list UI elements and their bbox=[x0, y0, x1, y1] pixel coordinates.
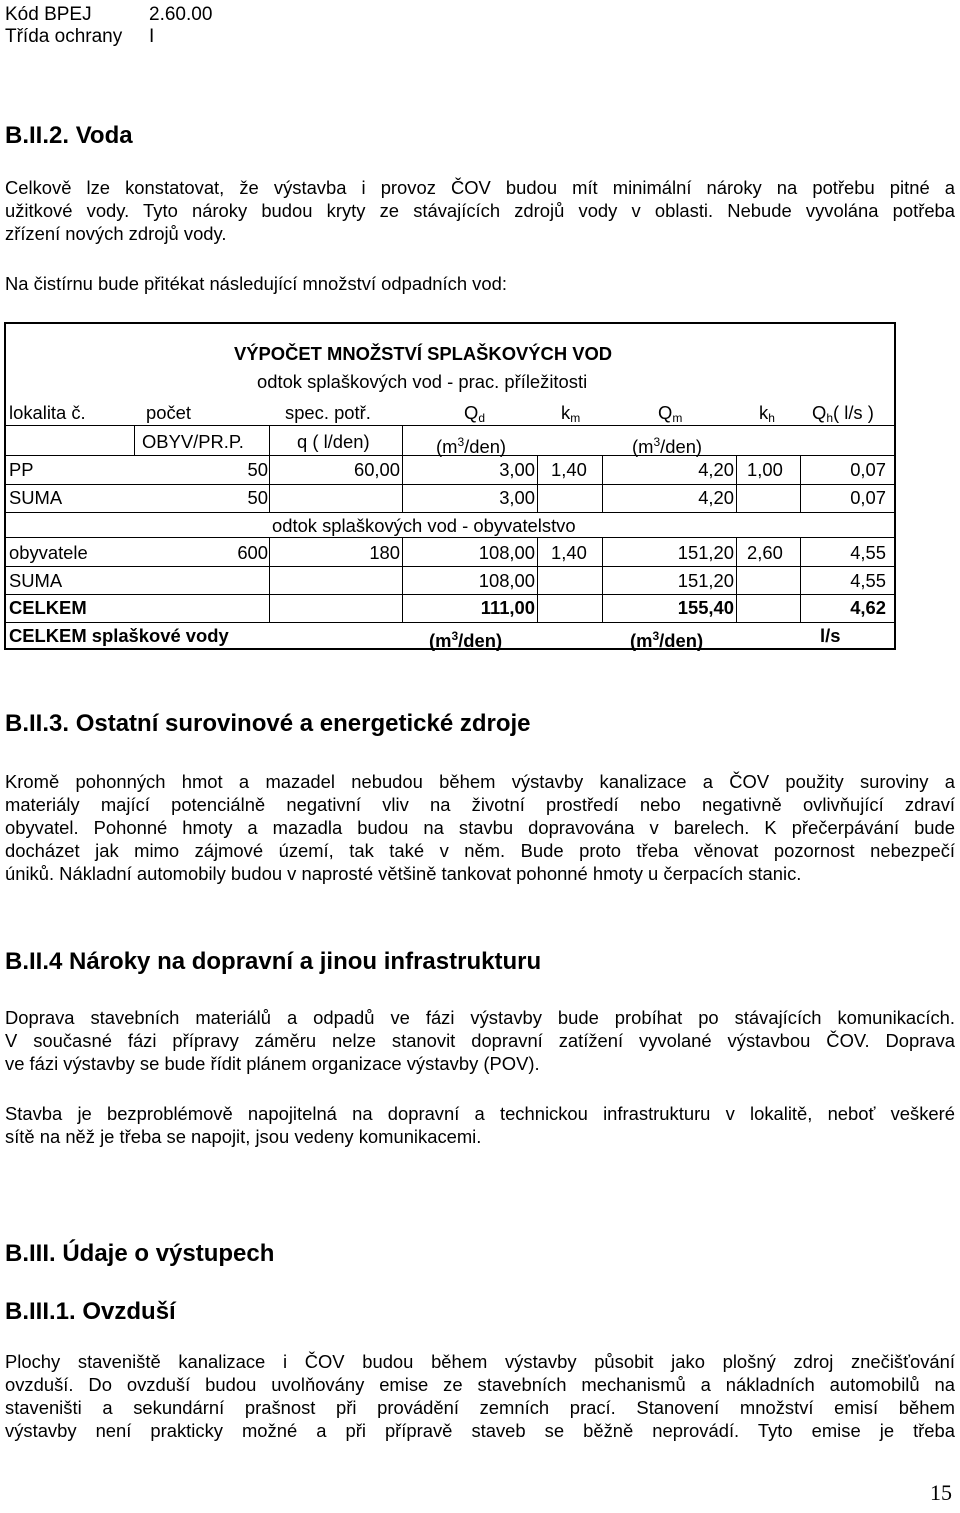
cell-qm: 4,20 bbox=[698, 487, 734, 508]
text-line: sítě na něž je třeba se napojit, jsou vedeny komunikacemi. bbox=[5, 1126, 482, 1147]
col-header-qm-unit: $(m^3/den)$ bbox=[632, 435, 703, 457]
text-line: Kromě pohonných hmot a mazadel nebudou během výstavby kanalizace a ČOV použity suroviny a bbox=[5, 771, 955, 792]
cell-kh: 1,00 bbox=[747, 459, 783, 480]
cell-count: 600 bbox=[237, 542, 268, 563]
col-header-pocet: počet bbox=[146, 402, 191, 423]
table-rule bbox=[4, 512, 896, 513]
table-rule bbox=[402, 537, 403, 622]
text-line: zřízení nových zdrojů vody. bbox=[5, 223, 227, 244]
text-line: Doprava stavebních materiálů a odpadů ve fázi výstavby bude probíhat po stávajících komunikacích. bbox=[5, 1007, 955, 1028]
col-header-qd: $Q_d$ bbox=[464, 402, 485, 425]
text-line: obyvatel. Pohonné hmoty a mazadla budou na stavbu dopravována v barelech. K přečerpávání bude bbox=[5, 817, 955, 838]
section-water-paragraph bbox=[5, 176, 955, 245]
cell-name: CELKEM splaškové vody bbox=[9, 625, 229, 646]
cell-kh: 2,60 bbox=[747, 542, 783, 563]
text-line: materiály mající potenciálně negativní vliv na životní prostředí nebo negativně ovlivňující zdraví bbox=[5, 794, 955, 815]
table-rule bbox=[4, 537, 896, 538]
table-rule bbox=[4, 622, 896, 623]
cell-qd: 3,00 bbox=[499, 487, 535, 508]
section-transport-title: B.II.4 Nároky na dopravní a jinou infrastrukturu bbox=[5, 948, 542, 975]
header-class-label: Třída ochrany bbox=[5, 26, 123, 47]
cell-qh: 0,07 bbox=[850, 459, 886, 480]
table-rule bbox=[269, 425, 270, 512]
col-header-spec: spec. potř. bbox=[285, 402, 371, 423]
table-rule bbox=[537, 537, 538, 622]
col-header-qh: $Q_h$( l/s ) bbox=[812, 402, 874, 425]
cell-unit-qh: l/s bbox=[820, 625, 841, 646]
cell-qm: 151,20 bbox=[677, 570, 734, 591]
text-line: ovzduší. Do ovzduší budou uvolňovány emise ze stavebních mechanismů a nákladních automobilů na bbox=[5, 1374, 955, 1395]
cell-unit-qm: $(m^3/den)$ bbox=[630, 629, 704, 651]
cell-qh: 4,62 bbox=[850, 597, 886, 618]
table-rule bbox=[134, 425, 135, 455]
col-header-q-unit: q ( l/den) bbox=[297, 431, 370, 452]
cell-name: PP bbox=[9, 459, 34, 480]
text-line: staveništi a sekundární prašnost při provádění zemních prací. Stanovení množství emisí během bbox=[5, 1397, 955, 1418]
table-rule bbox=[602, 455, 603, 512]
text-line: ve fázi výstavby se bude řídit plánem organizace výstavby (POV). bbox=[5, 1053, 540, 1074]
cell-count: 50 bbox=[247, 459, 268, 480]
cell-km: 1,40 bbox=[551, 542, 587, 563]
table-rule bbox=[800, 455, 801, 512]
section-resources-title: B.II.3. Ostatní surovinové a energetické zdroje bbox=[5, 710, 531, 737]
table-rule bbox=[537, 455, 538, 512]
cell-qm: 4,20 bbox=[698, 459, 734, 480]
cell-qd: 111,00 bbox=[480, 597, 535, 618]
cell-km: 1,40 bbox=[551, 459, 587, 480]
cell-qd: 3,00 bbox=[499, 459, 535, 480]
cell-spec: 180 bbox=[369, 542, 400, 563]
header-class-value: I bbox=[149, 26, 155, 47]
section-water-intro bbox=[5, 272, 955, 295]
section-resources-paragraph bbox=[5, 770, 955, 885]
section-transport-paragraph-2 bbox=[5, 1102, 955, 1148]
text-line: výstavby není prakticky možné a při přípravě staveb se běžně neprovádí. Tyto emise je třeba bbox=[5, 1420, 955, 1441]
section-air-paragraph bbox=[5, 1350, 955, 1442]
table-rule bbox=[402, 425, 403, 512]
page-number: 15 bbox=[930, 1480, 952, 1505]
text-line: V současné fázi přípravy záměru nelze stanovit dopravní zatížení vyvolané výstavbou ČOV. Doprava bbox=[5, 1030, 955, 1051]
header-code-row bbox=[5, 4, 213, 26]
text-line: Na čistírnu bude přitékat následující množství odpadních vod: bbox=[5, 273, 507, 294]
col-header-km: $k_m$ bbox=[561, 402, 581, 425]
cell-unit-qd: $(m^3/den)$ bbox=[429, 629, 503, 651]
cell-qh: 4,55 bbox=[850, 570, 886, 591]
table-rule bbox=[736, 455, 737, 512]
cell-qh: 0,07 bbox=[850, 487, 886, 508]
table-subtitle-work: odtok splaškových vod - prac. příležitosti bbox=[257, 371, 588, 392]
cell-name: SUMA bbox=[9, 487, 63, 508]
cell-qh: 4,55 bbox=[850, 542, 886, 563]
cell-qm: 151,20 bbox=[677, 542, 734, 563]
text-line: Stavba je bezproblémově napojitelná na dopravní a technickou infrastrukturu v lokalitě, neboť veškeré bbox=[5, 1103, 955, 1124]
cell-qm: 155,40 bbox=[677, 597, 734, 618]
cell-spec: 60,00 bbox=[353, 459, 400, 480]
col-header-kh: $k_h$ bbox=[759, 402, 775, 425]
header-class-row bbox=[5, 26, 155, 48]
section-outputs-title: B.III. Údaje o výstupech bbox=[5, 1240, 275, 1267]
text-line: Plochy staveniště kanalizace i ČOV budou během výstavby působit jako plošný zdroj znečišťování bbox=[5, 1351, 955, 1372]
cell-name: SUMA bbox=[9, 570, 63, 591]
table-rule bbox=[602, 537, 603, 622]
text-line: Celkově lze konstatovat, že výstavba i provoz ČOV budou mít minimální nároky na potřebu pitné a bbox=[5, 177, 955, 198]
cell-count: 50 bbox=[247, 487, 268, 508]
text-line: úniků. Nákladní automobily budou v naprosté většině tankovat pohonné hmoty u čerpacích stanic. bbox=[5, 863, 802, 884]
text-line: docházet jak mimo zájmové území, tak také v něm. Bude proto třeba věnovat pozornost nebezpečí bbox=[5, 840, 955, 861]
table-rule bbox=[4, 566, 896, 567]
cell-qd: 108,00 bbox=[478, 542, 535, 563]
col-header-obyv: OBYV/PR.P. bbox=[142, 431, 244, 452]
header-code-value: 2.60.00 bbox=[149, 4, 213, 25]
table-rule bbox=[800, 537, 801, 622]
sewage-volume-table bbox=[4, 322, 896, 650]
table-rule bbox=[4, 484, 896, 485]
table-title: VÝPOČET MNOŽSTVÍ SPLAŠKOVÝCH VOD bbox=[234, 343, 613, 364]
col-header-qm: $Q_m$ bbox=[658, 402, 683, 425]
text-line: užitkové vody. Tyto nároky budou kryty ze stávajících zdrojů vody v oblasti. Nebude vyvolána potřeba bbox=[5, 200, 955, 221]
col-header-lokalita: lokalita č. bbox=[9, 402, 86, 423]
header-code-label: Kód BPEJ bbox=[5, 4, 92, 25]
cell-name: CELKEM bbox=[9, 597, 87, 618]
table-subtitle-population: odtok splaškových vod - obyvatelstvo bbox=[272, 515, 576, 536]
section-water-title: B.II.2. Voda bbox=[5, 122, 133, 149]
cell-qd: 108,00 bbox=[478, 570, 535, 591]
cell-name: obyvatele bbox=[9, 542, 88, 563]
table-rule bbox=[736, 537, 737, 622]
table-rule bbox=[269, 537, 270, 622]
col-header-qd-unit: $(m^3/den)$ bbox=[436, 435, 507, 457]
table-rule bbox=[4, 594, 896, 595]
section-transport-paragraph bbox=[5, 1006, 955, 1075]
section-air-title: B.III.1. Ovzduší bbox=[5, 1298, 176, 1325]
